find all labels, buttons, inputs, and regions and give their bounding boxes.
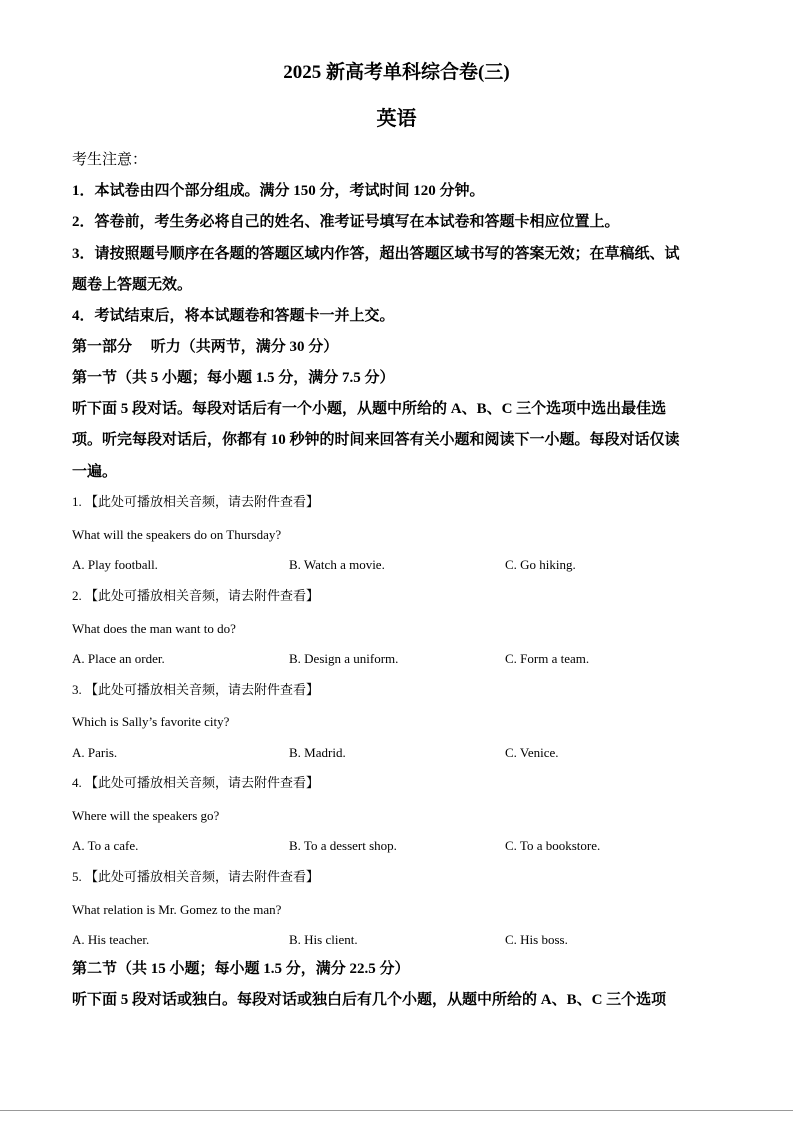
- notice-item: 2．答卷前，考生务必将自己的姓名、准考证号填写在本试卷和答题卡相应位置上。: [72, 214, 620, 230]
- notice-item: 4．考试结束后，将本试题卷和答题卡一并上交。: [72, 308, 395, 324]
- audio-placeholder[interactable]: 4. 【此处可播放相关音频，请去附件查看】: [72, 775, 320, 790]
- option-c: C. To a bookstore.: [505, 838, 601, 853]
- question-text: What relation is Mr. Gomez to the man?: [72, 902, 282, 917]
- exam-title: 2025 新高考单科综合卷(三): [283, 62, 510, 83]
- option-a: A. Paris.: [72, 745, 118, 760]
- audio-placeholder[interactable]: 3. 【此处可播放相关音频，请去附件查看】: [72, 682, 320, 697]
- audio-placeholder[interactable]: 5. 【此处可播放相关音频，请去附件查看】: [72, 869, 320, 884]
- option-c: C. Venice.: [505, 745, 559, 760]
- option-c: C. His boss.: [505, 932, 568, 947]
- option-a: A. Play football.: [72, 557, 158, 572]
- notice-item: 3．请按照题号顺序在各题的答题区域内作答，超出答题区域书写的答案无效；在草稿纸、试: [72, 246, 680, 262]
- section1-instructions: 一遍。: [72, 464, 118, 480]
- question-text: What will the speakers do on Thursday?: [72, 527, 282, 542]
- section1-instructions: 项。听完每段对话后，你都有 10 秒钟的时间来回答有关小题和阅读下一小题。每段对话仅读: [72, 432, 680, 448]
- question-text: What does the man want to do?: [72, 621, 236, 636]
- audio-placeholder[interactable]: 1. 【此处可播放相关音频，请去附件查看】: [72, 494, 320, 509]
- page-bottom-rule: [0, 1110, 793, 1111]
- notice-item: 1．本试卷由四个部分组成。满分 150 分，考试时间 120 分钟。: [72, 183, 485, 199]
- option-b: B. Watch a movie.: [289, 557, 385, 572]
- notice-heading: 考生注意：: [72, 152, 148, 168]
- part1-heading: 第一部分 听力（共两节，满分 30 分）: [72, 339, 339, 355]
- option-b: B. Madrid.: [289, 745, 346, 760]
- option-c: C. Go hiking.: [505, 557, 576, 572]
- option-a: A. Place an order.: [72, 651, 165, 666]
- question-text: Which is Sally’s favorite city?: [72, 714, 230, 729]
- section2-heading: 第二节（共 15 小题；每小题 1.5 分，满分 22.5 分）: [72, 961, 410, 977]
- section2-instructions: 听下面 5 段对话或独白。每段对话或独白后有几个小题，从题中所给的 A、B、C 三个选项: [72, 992, 667, 1008]
- question-text: Where will the speakers go?: [72, 808, 220, 823]
- option-a: A. To a cafe.: [72, 838, 139, 853]
- option-b: B. His client.: [289, 932, 358, 947]
- section1-heading: 第一节（共 5 小题；每小题 1.5 分，满分 7.5 分）: [72, 370, 395, 386]
- section1-instructions: 听下面 5 段对话。每段对话后有一个小题，从题中所给的 A、B、C 三个选项中选出最佳选: [72, 401, 667, 417]
- option-c: C. Form a team.: [505, 651, 590, 666]
- subject-title: 英语: [376, 108, 417, 130]
- notice-item: 题卷上答题无效。: [72, 277, 193, 293]
- audio-placeholder[interactable]: 2. 【此处可播放相关音频，请去附件查看】: [72, 588, 320, 603]
- option-b: B. Design a uniform.: [289, 651, 399, 666]
- option-a: A. His teacher.: [72, 932, 150, 947]
- option-b: B. To a dessert shop.: [289, 838, 397, 853]
